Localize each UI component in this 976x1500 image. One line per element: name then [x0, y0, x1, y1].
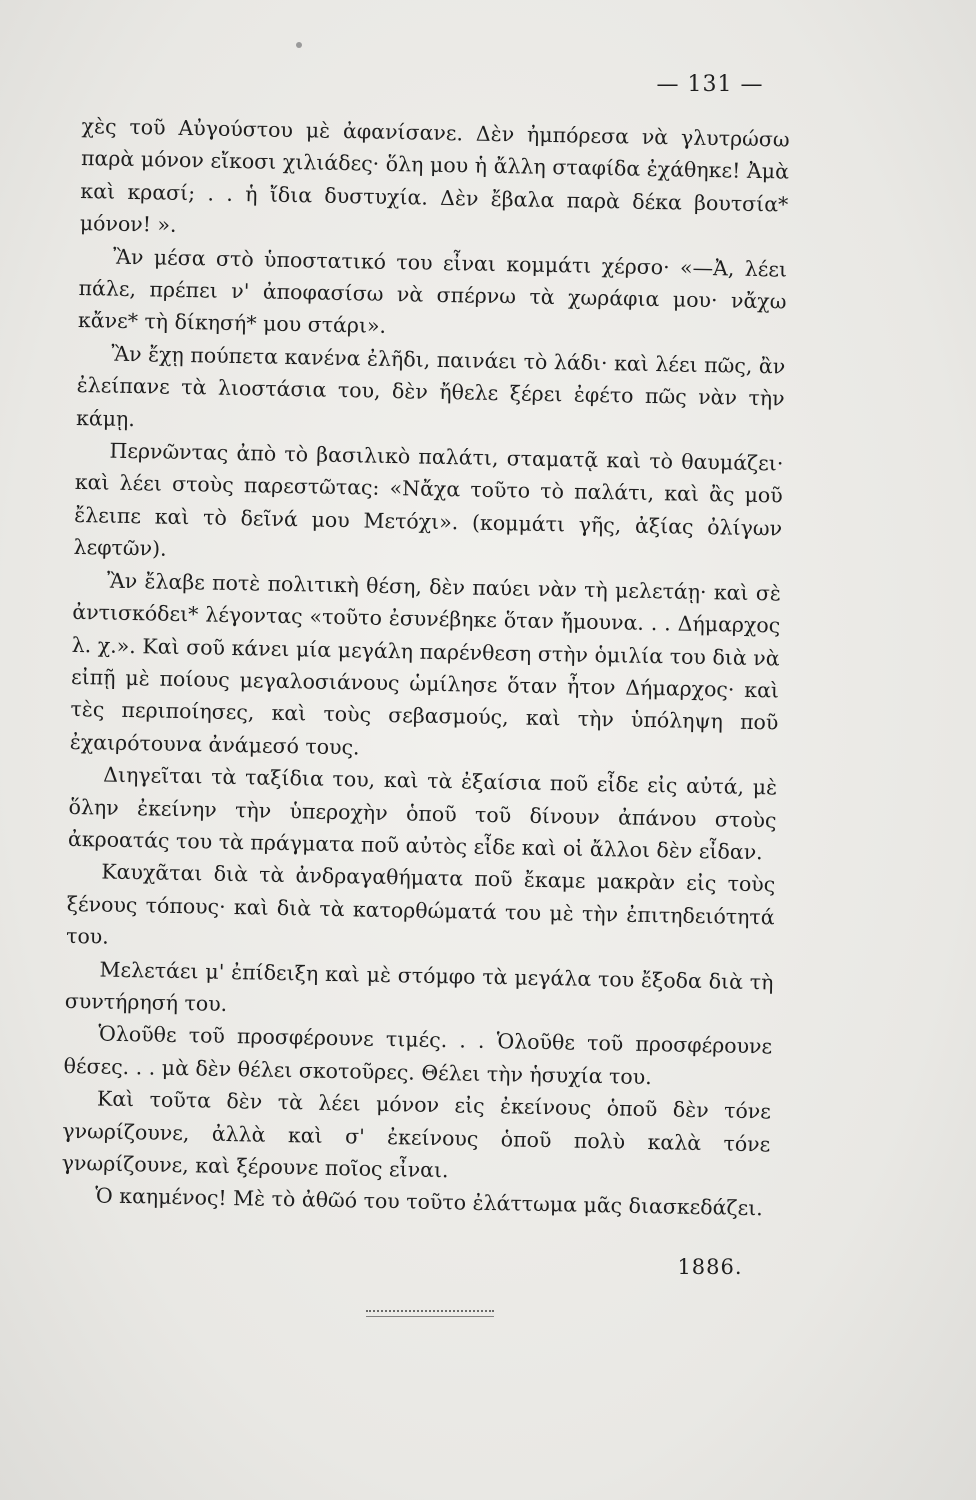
- body-text: [61, 110, 790, 1225]
- paragraph: Μελετάει μ' ἐπίδειξη καὶ μὲ στόμφο τὰ μεγάλα του ἔξοδα διὰ τὴ συντήρησή του.: [64, 957, 774, 1016]
- paragraph: Καὶ τοῦτα δὲν τὰ λέει μόνον εἰς ἐκείνους ὁποῦ δὲν τόνε γνωρίζουνε, ἀλλὰ καὶ σ' ἐκείνους ὁποῦ πολὺ καλὰ τόνε γνωρίζουνε, καὶ ξέρουνε ποῖος εἶναι.: [61, 1086, 772, 1183]
- paragraph: Ἂν μέσα στὸ ὑποστατικό του εἶναι κομμάτι χέρσο· «—Ἀ, λέει πάλε, πρέπει ν' ἀποφασίσω νὰ σπέρνω τὰ χωράφια μου· νἄχω κἄνε* τὴ δίκησή* μου στάρι».: [77, 244, 788, 339]
- date-signature: 1886.: [677, 1255, 743, 1279]
- paragraph: χὲς τοῦ Αὐγούστου μὲ ἀφανίσανε. Δὲν ἠμπόρεσα νὰ γλυτρώσω παρὰ μόνον εἴκοσι χιλιάδες· ὅλη μου ἡ ἄλλη σταφίδα ἐχάθηκε! Ἀμὰ καὶ κρασί; . . ἡ ἴδια δυστυχία. Δὲν ἔβαλα παρὰ δέκα βουτσία* μόνον! ».: [79, 113, 790, 238]
- page-number: — 131 —: [656, 72, 764, 97]
- paragraph: Ἂν ἔχῃ πούπετα κανένα ἐλῆδι, παινάει τὸ λάδι· καὶ λέει πῶς, ἂν ἐλείπανε τὰ λιοστάσια του, δὲν ἤθελε ξέρει ἐφέτο πῶς νὰν τὴν κάμῃ.: [75, 341, 786, 431]
- paragraph: Διηγεῖται τὰ ταξίδια του, καὶ τὰ ἐξαίσια ποῦ εἶδε εἰς αὐτά, μὲ ὅλην ἐκείνην τὴν ὑπεροχὴν ὁποῦ τοῦ δίνουν ἀπάνου στοὺς ἀκροατάς του τὰ πράγματα ποῦ αὐτὸς εἶδε καὶ οἱ ἄλλοι δὲν εἶδαν.: [67, 762, 778, 865]
- paragraph: Ὁ καημένος! Μὲ τὸ ἀθῶό του τοῦτο ἐλάττωμα μᾶς διασκεδάζει.: [94, 1183, 763, 1221]
- ink-speck: [296, 42, 302, 48]
- end-ornament-rule: [366, 1310, 494, 1317]
- paragraph: Ἂν ἔλαβε ποτὲ πολιτικὴ θέση, δὲν παύει νὰν τὴ μελετάῃ· καὶ σὲ ἀντισκόδει* λέγοντας «τοῦτο ἐσυνέβηκε ὅταν ἤμουνα. . . Δήμαρχος λ. χ.». Καὶ σοῦ κάνει μία μεγάλη παρένθεση στὴν ὁμιλία του διὰ νὰ εἰπῇ μὲ ποίους μεγαλοσιάνους ὡμίλησε ὅταν ἦτον Δήμαρχος· καὶ τὲς περιποίησες, καὶ τοὺς σεβασμούς, καὶ τὴν ὑπόληψη ποῦ ἐχαιρότουνα ἀνάμεσό τους.: [69, 568, 782, 760]
- paragraph: Ὁλοῦθε τοῦ προσφέρουνε τιμές. . . Ὁλοῦθε τοῦ προσφέρουνε θέσες. . . μὰ δὲν θέλει σκοτοῦρες. Θέλει τὴν ἡσυχία του.: [63, 1021, 773, 1089]
- paragraph: Καυχᾶται διὰ τὰ ἀνδραγαθήματα ποῦ ἔκαμε μακρὰν εἰς τοὺς ξένους τόπους· καὶ διὰ τὰ κατορθώματά του μὲ τὴν ἐπιτηδειότητά του.: [65, 859, 776, 949]
- paragraph: Περνῶντας ἀπὸ τὸ βασιλικὸ παλάτι, σταματᾷ καὶ τὸ θαυμάζει· καὶ λέει στοὺς παρεστῶτας: «Νἄχα τοῦτο τὸ παλάτι, καὶ ἂς μοῦ ἔλειπε καὶ τὸ δεῖνά μου Μετόχι». (κομμάτι γῆς, ἀξίας ὀλίγων λεφτῶν).: [73, 438, 784, 561]
